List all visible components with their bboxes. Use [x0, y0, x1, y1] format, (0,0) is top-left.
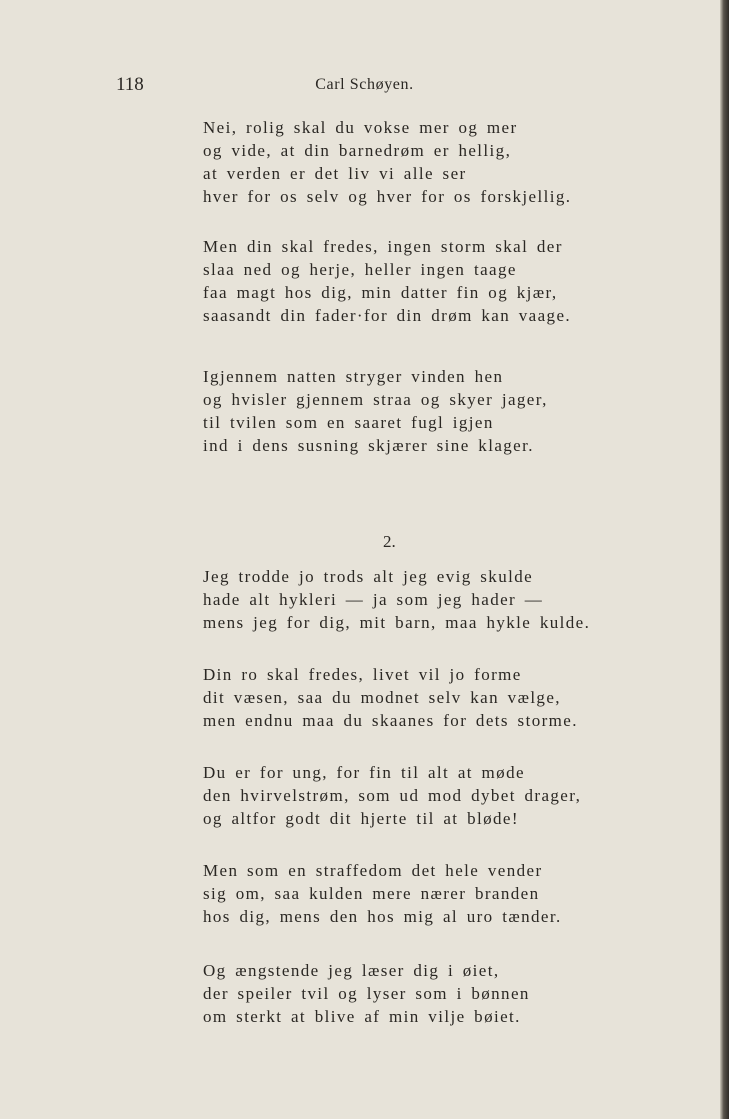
stanza: [203, 859, 562, 928]
verse-line: og vide, at din barnedrøm er hellig,: [203, 141, 512, 160]
verse-line: men endnu maa du skaanes for dets storme.: [203, 711, 578, 730]
verse-line: saasandt din fader·for din drøm kan vaage.: [203, 306, 572, 325]
verse-line: Din ro skal fredes, livet vil jo forme: [203, 665, 522, 684]
verse-line: Igjennem natten stryger vinden hen: [203, 367, 504, 386]
stanza: [203, 565, 590, 634]
verse-line: Men din skal fredes, ingen storm skal der: [203, 237, 563, 256]
verse-line: til tvilen som en saaret fugl igjen: [203, 413, 494, 432]
stanza: [203, 959, 530, 1028]
verse-line: hos dig, mens den hos mig al uro tænder.: [203, 907, 562, 926]
book-binding-edge: [720, 0, 729, 1119]
stanza: [203, 761, 581, 830]
verse-line: Nei, rolig skal du vokse mer og mer: [203, 118, 518, 137]
section-number: 2.: [383, 532, 396, 551]
stanza: [203, 365, 548, 457]
verse-line: hver for os selv og hver for os forskjellig.: [203, 187, 572, 206]
verse-line: den hvirvelstrøm, som ud mod dybet drager,: [203, 786, 582, 805]
stanza: [203, 235, 571, 327]
verse-line: Og ængstende jeg læser dig i øiet,: [203, 961, 500, 980]
verse-line: der speiler tvil og lyser som i bønnen: [203, 984, 530, 1003]
page-number: 118: [116, 74, 144, 95]
verse-line: og altfor godt dit hjerte til at bløde!: [203, 809, 519, 828]
verse-line: ind i dens susning skjærer sine klager.: [203, 436, 534, 455]
stanza: [203, 663, 578, 732]
verse-line: Jeg trodde jo trods alt jeg evig skulde: [203, 567, 534, 586]
running-title-text: Carl Schøyen.: [315, 76, 414, 93]
verse-line: mens jeg for dig, mit barn, maa hykle kulde.: [203, 613, 591, 632]
stanza: [203, 116, 571, 208]
verse-line: Men som en straffedom det hele vender: [203, 861, 543, 880]
verse-line: sig om, saa kulden mere nærer branden: [203, 884, 540, 903]
verse-line: om sterkt at blive af min vilje bøiet.: [203, 1007, 521, 1026]
verse-line: faa magt hos dig, min datter fin og kjær,: [203, 283, 558, 302]
running-title: [0, 76, 729, 94]
verse-line: og hvisler gjennem straa og skyer jager,: [203, 390, 548, 409]
verse-line: hade alt hykleri — ja som jeg hader —: [203, 590, 544, 609]
verse-line: slaa ned og herje, heller ingen taage: [203, 260, 517, 279]
verse-line: at verden er det liv vi alle ser: [203, 164, 467, 183]
verse-line: dit væsen, saa du modnet selv kan vælge,: [203, 688, 561, 707]
verse-line: Du er for ung, for fin til alt at møde: [203, 763, 525, 782]
